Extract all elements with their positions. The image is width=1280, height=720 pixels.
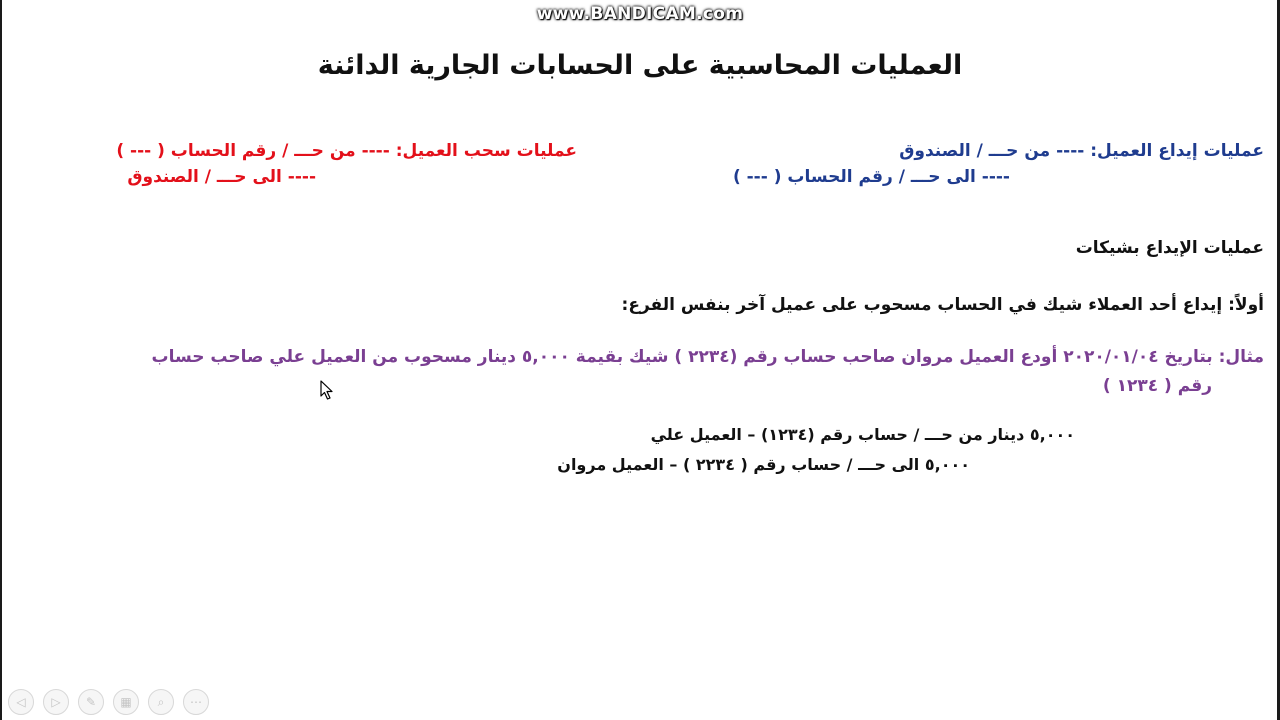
pen-icon[interactable]: ✎ — [78, 689, 104, 715]
back-icon[interactable]: ◁ — [8, 689, 34, 715]
slideshow-toolbar — [8, 689, 209, 715]
withdrawal-entry-credit: ---- الى حـــ / الصندوق — [127, 167, 316, 187]
window-left-edge — [0, 0, 2, 720]
withdrawal-entry-debit: عمليات سحب العميل: ---- من حـــ / رقم الحساب ( --- ) — [116, 141, 577, 161]
slides-icon[interactable]: ▦ — [113, 689, 139, 715]
forward-icon[interactable]: ▷ — [43, 689, 69, 715]
recorder-watermark: www.BANDICAM.com — [536, 4, 744, 24]
slide-title: العمليات المحاسبية على الحسابات الجارية الدائنة — [317, 50, 963, 81]
mouse-pointer-icon — [320, 380, 334, 400]
journal-entry-debit: ٥,٠٠٠ دينار من حـــ / حساب رقم (١٢٣٤) – العميل علي — [650, 425, 1075, 444]
journal-entry-credit: ٥,٠٠٠ الى حـــ / حساب رقم ( ٢٢٣٤ ) – العميل مروان — [557, 455, 970, 474]
cheque-deposits-heading: عمليات الإيداع بشيكات — [1075, 238, 1264, 258]
example-text-line-2: رقم ( ١٢٣٤ ) — [1102, 376, 1212, 396]
deposit-entry-credit: ---- الى حـــ / رقم الحساب ( --- ) — [732, 167, 1010, 187]
zoom-icon[interactable]: ⌕ — [148, 689, 174, 715]
first-case-heading: أولاً: إيداع أحد العملاء شيك في الحساب مسحوب على عميل آخر بنفس الفرع: — [621, 295, 1264, 315]
example-text-line-1: مثال: بتاريخ ٢٠٢٠/٠١/٠٤ أودع العميل مروان صاحب حساب رقم (٢٢٣٤ ) شيك بقيمة ٥,٠٠٠ دينار مسحوب من العميل علي صاحب حساب — [151, 347, 1264, 367]
more-icon[interactable]: ⋯ — [183, 689, 209, 715]
deposit-entry-debit: عمليات إيداع العميل: ---- من حـــ / الصندوق — [899, 141, 1264, 161]
